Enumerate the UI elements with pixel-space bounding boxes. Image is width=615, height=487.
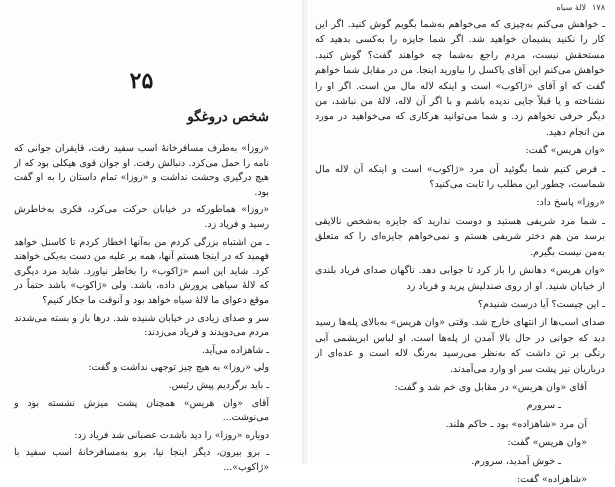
paragraph: ـ خوش آمدید، سرورم. [471, 455, 561, 467]
paragraph: «وان هریس» دهانش را باز کرد تا جوابی دهد. ناگهان صدای فریاد بلندی از خیابان شنید. او از روی صندلیش پرید و فریاد زد [315, 265, 605, 292]
paragraph: ـ من اشتباه بزرگی کردم من به‌آنها اخطار کردم تا کاسنل خواهد فهمید که در اینجا هستم آنها، همه بر علیه من دست به‌یکی خواهند کرد. شاید این اسم «ژاکوب» را بخاطر نیاورد. شاید مرد دیگری که لالهٔ سیاهی پرورش داده، باشد. ولی «ژاکوب» باشد حتماً در موقع دعوای ما لالهٔ سیاه خواهد بود و آنوقت ما جکار کنیم؟ [14, 236, 269, 306]
paragraph: «روزا» به‌طرف مسافرخانهٔ اسب سفید رفت، قایقران جوانی که نامه را حمل می‌کرد. دنبالش رفت. او جوان قوی هیکلی بود که از هیچ درگیری وحشت نداشت و «روزا» تمام داستان را به او گفت بود. [14, 143, 269, 198]
paragraph: صدای اسب‌ها از انتهای خارج شد. وقتی «وان هریس» به‌بالای پله‌ها رسید دید که جوانی در حال بالا آمدن از پله‌ها است. او لباس ابریشمی آبی رنگی بر تن داشت که به‌نظر می‌رسید به‌رنگ لاله است و عده‌ای از درباریان نیز پشت سر او وارد می‌آمدند. [315, 317, 605, 375]
paragraph: دوباره «روزا» را دید باشدت عصبانی شد فریاد زد: [74, 429, 269, 441]
paragraph: ولی «روزا» به هیچ چیز توجهی نداشت و گفت: [88, 362, 269, 374]
right-page-body [315, 17, 605, 487]
paragraph: سر و صدای زیادی در خیابان شنیده شد. درها باز و بسته می‌شدند مردم می‌دویدند و فریاد می‌زدند: [14, 312, 269, 339]
paragraph: ـ این چیست؟ آیا درست شنیدم؟ [477, 298, 605, 310]
paragraph: «وان هریس» گفت: [507, 437, 587, 449]
paragraph: ـ فرض کنیم شما بگوئید آن مرد «ژاکوب» است و اینکه آن لاله مال شماست، چطور این مطلب را ثابت می‌کنید؟ [315, 163, 605, 191]
paragraph: ـ شما مرد شریفی هستید و دوست ندارید که جایزه به‌شخص نالایقی برسد من هم دختر شریفی هستم و نمی‌خواهم جایزه‌ای را که متعلق به‌من نیست بگیرم. [315, 215, 605, 258]
paragraph: آن مرد «شاهزاده» بود ـ حاکم هلند. [445, 418, 587, 430]
left-page-body [14, 142, 269, 475]
paragraph: ـ باید برگردیم پیش رئیس. [168, 379, 269, 391]
left-page [0, 0, 304, 473]
paragraph: آقای «وان هریس» همچنان پشت میزش نشسته بود و می‌نوشت... [14, 397, 269, 424]
running-head-title: لالهٔ سیاه [556, 3, 587, 12]
right-page [307, 0, 615, 485]
paragraph: ـ برو بیرون، دیگر اینجا نیا، برو به‌مسافرخانهٔ اسب سفید با «ژاکوب»... [14, 447, 269, 473]
paragraph: ـ سرورم [526, 400, 561, 412]
paragraph: «شاهزاده» گفت: [516, 473, 587, 485]
chapter-title: شخص دروغگو [187, 109, 269, 125]
paragraph: ـ خواهش می‌کنم به‌چیزی که می‌خواهم به‌شما بگویم گوش کنید. اگر این کار را نکنید پشیمان خواهید شد. اگر شما جایزه را به‌کسی بدهید که مستحقش نیست، مردم راجع به‌شما چه خواهند گفت؟ گوش کنید. خواهش می‌کنم این آقای یاکسل را بیاورید اینجا. من در مقابل شما خواهم گفت که او آقای «ژاکوب» است و اینکه لاله مال من است. اگر او را نشناخته و یا قبلاً جایی ندیده باشم و با اگر آن لاله، لالهٔ من نباشد، من دیگر حرفی نخواهم زد. و شما می‌توانید هرکاری که می‌خواهید در مورد من انجام دهید. [315, 19, 605, 138]
paragraph: آقای «وان هریس» در مقابل وی خم شد و گفت: [394, 381, 587, 393]
paragraph: ـ شاهزاده می‌آید. [201, 344, 269, 356]
paragraph: «وان هریس» گفت: [525, 145, 605, 157]
page-number: ۱۷۸ [592, 3, 605, 12]
chapter-number: ۲۵ [129, 68, 154, 94]
running-head [315, 2, 605, 14]
paragraph: «روزا» پاسخ داد: [536, 197, 605, 209]
paragraph: «روزا» هماطورکه در خیابان حرکت می‌کرد، فکری به‌خاطرش رسید و فریاد زد. [14, 204, 269, 230]
